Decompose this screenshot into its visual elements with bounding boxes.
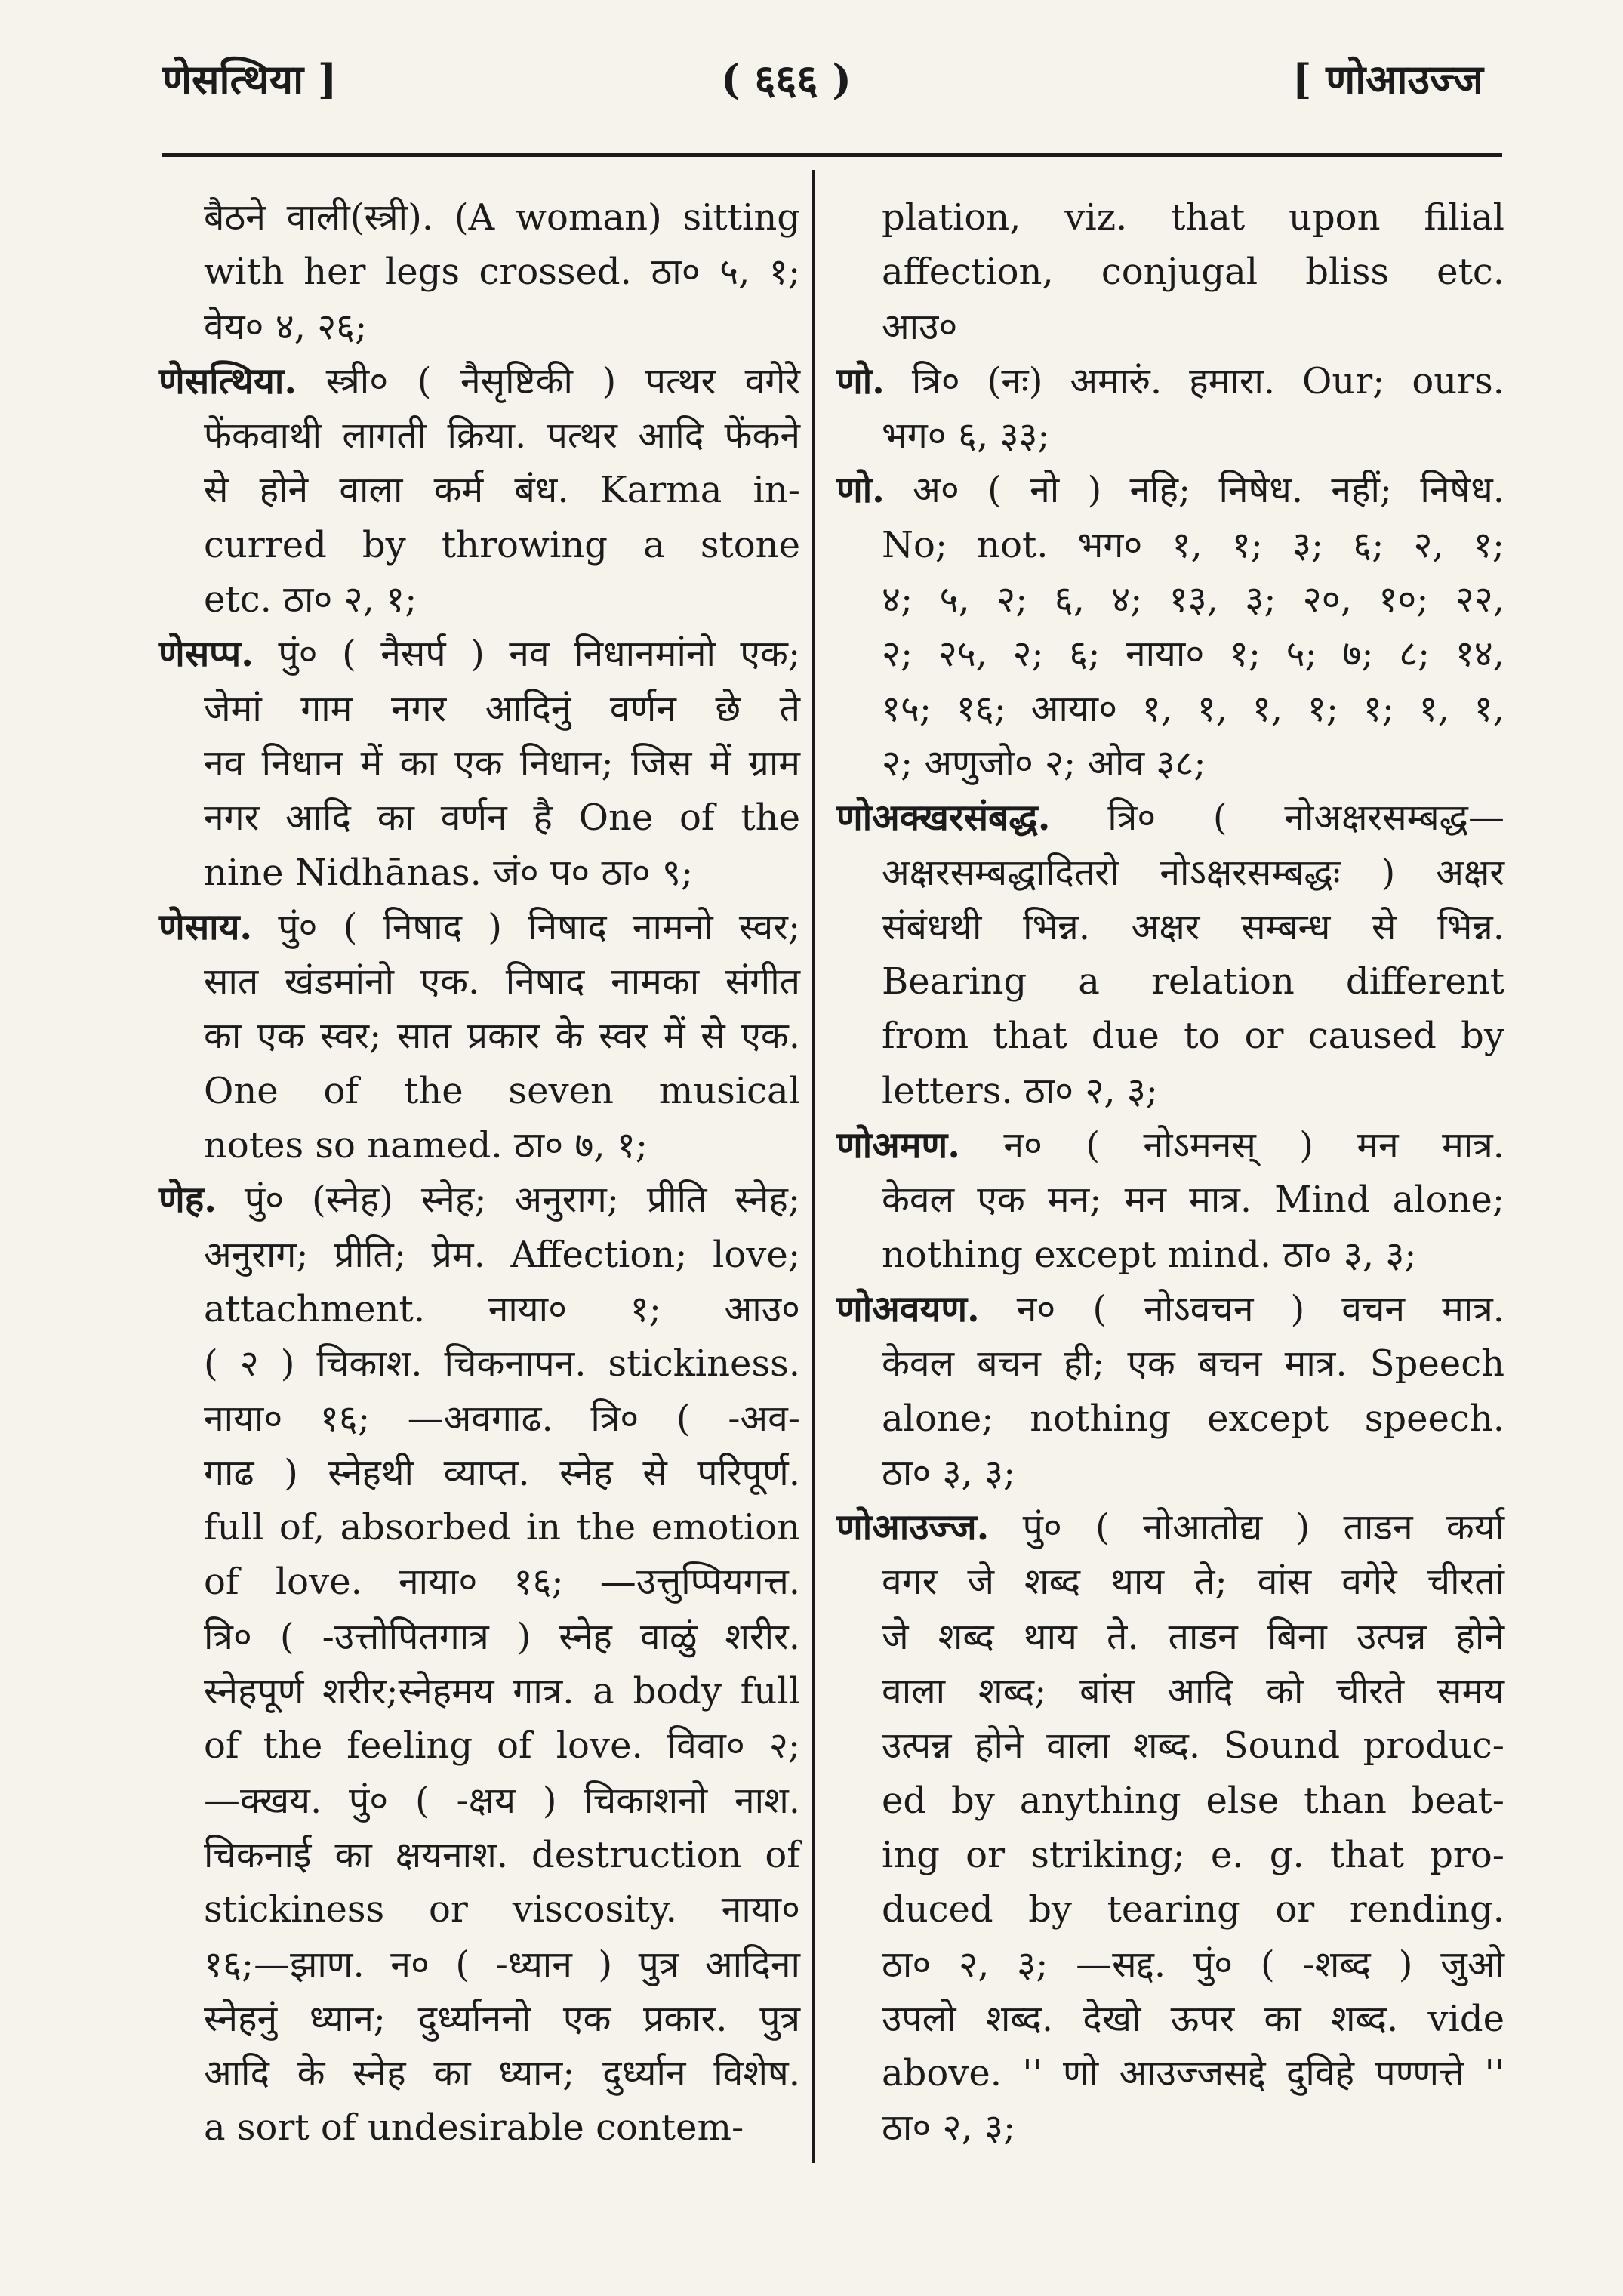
definition-text: केवल एक मन; मन मात्र. Mind alone;: [882, 1179, 1504, 1222]
headword: णो.: [836, 469, 885, 512]
text-line: [836, 518, 1504, 572]
definition-text: नाया० १६; —अवगाढ. त्रि० ( -अव-: [204, 1397, 800, 1440]
text-line: [836, 2100, 1504, 2155]
entry-line: [836, 354, 1504, 408]
definition-text: वाला शब्द; बांस आदि को चीरते समय: [882, 1670, 1504, 1713]
definition-text: —क्खय. पुं० ( -क्षय ) चिकाशनो नाश.: [204, 1779, 800, 1822]
text-line: [159, 408, 800, 463]
header-right-guideword: [ णोआउज्ज: [1292, 55, 1483, 103]
definition-text: ठा० २, ३; —सद्द. पुं० ( -शब्द ) जुओ: [882, 1943, 1504, 1986]
text-line: [836, 190, 1504, 245]
text-line: [159, 518, 800, 572]
definition-text: २; २५, २; ६; नाया० १; ५; ७; ८; १४,: [882, 633, 1504, 676]
text-line: [836, 572, 1504, 627]
definition-text: letters. ठा० २, ३;: [882, 1069, 1158, 1112]
definition-text: १५; १६; आया० १, १, १, १; १; १, १,: [882, 687, 1504, 730]
definition-text: with her legs crossed. ठा० ५, १;: [204, 251, 800, 294]
headword: णोआउज्ज.: [836, 1506, 990, 1549]
text-line: [159, 846, 800, 900]
text-line: [836, 1173, 1504, 1227]
definition-text: ठा० ३, ३;: [882, 1451, 1016, 1494]
text-line: [836, 1228, 1504, 1282]
definition-text: ing or striking; e. g. that pro-: [882, 1833, 1504, 1876]
definition-text: nothing except mind. ठा० ३, ३;: [882, 1233, 1417, 1276]
definition-text: स्नेहनुं ध्यान; दुर्ध्याननो एक प्रकार. पुत्र: [204, 1997, 800, 2040]
text-line: [836, 1774, 1504, 1828]
text-line: [836, 1555, 1504, 1609]
left-column: [159, 190, 800, 2156]
definition-text: from that due to or caused by: [882, 1015, 1504, 1058]
headword: णोअवयण.: [836, 1287, 980, 1330]
definition-text: Bearing a relation different: [882, 960, 1504, 1003]
text-line: [836, 900, 1504, 954]
definition-text: stickiness or viscosity. नाया०: [204, 1888, 800, 1931]
text-line: [159, 300, 800, 354]
definition-text: आउ०: [882, 305, 958, 348]
definition-text: जे शब्द थाय ते. ताडन बिना उत्पन्न होने: [882, 1615, 1504, 1658]
entry-line: [836, 1500, 1504, 1555]
definition-text: उत्पन्न होने वाला शब्द. Sound produc-: [882, 1724, 1504, 1767]
definition-text: अ० ( नो ) नहि; निषेध. नहीं; निषेध.: [913, 469, 1504, 512]
headword: णोअमण.: [836, 1124, 960, 1167]
text-line: [159, 572, 800, 627]
definition-text: attachment. नाया० १; आउ०: [204, 1287, 800, 1330]
definition-text: curred by throwing a stone: [204, 523, 800, 566]
definition-text: ४; ५, २; ६, ४; १३, ३; २०, १०; २२,: [882, 578, 1504, 621]
definition-text: ( २ ) चिकाश. चिकनापन. stickiness.: [204, 1342, 800, 1385]
entry-line: [836, 1282, 1504, 1336]
definition-text: २; अणुजो० २; ओव ३८;: [882, 741, 1206, 784]
headword: णेसाय.: [159, 905, 253, 948]
definition-text: No; not. भग० १, १; ३; ६; २, १;: [882, 523, 1504, 566]
text-line: [836, 736, 1504, 791]
definition-text: नव निधान में का एक निधान; जिस में ग्राम: [204, 741, 800, 784]
text-line: [159, 1118, 800, 1173]
entry-line: [836, 791, 1504, 845]
headword: णो.: [836, 359, 885, 402]
text-line: [159, 1774, 800, 1828]
text-line: [159, 1828, 800, 1882]
definition-text: स्त्री० ( नैसृष्टिकी ) पत्थर वगेरे: [325, 359, 801, 402]
text-line: [159, 736, 800, 791]
text-line: [836, 1828, 1504, 1882]
text-line: [159, 1336, 800, 1391]
definition-text: बैठने वाली(स्त्री). (A woman) sitting: [204, 196, 800, 239]
entry-line: [836, 463, 1504, 517]
text-line: [159, 954, 800, 1009]
definition-text: पुं० ( नैसर्प ) नव निधानमांनो एक;: [278, 633, 800, 676]
definition-text: सात खंडमांनो एक. निषाद नामका संगीत: [204, 960, 800, 1003]
definition-text: त्रि० (नः) अमारुं. हमारा. Our; ours.: [911, 359, 1504, 402]
definition-text: plation, viz. that upon filial: [882, 196, 1504, 239]
text-line: [159, 1882, 800, 1937]
definition-text: above. '' णो आउज्जसद्दे दुविहे पण्णत्ते '': [882, 2052, 1504, 2095]
text-line: [836, 846, 1504, 900]
text-line: [159, 1228, 800, 1282]
definition-text: केवल बचन ही; एक बचन मात्र. Speech: [882, 1342, 1504, 1385]
text-line: [159, 791, 800, 845]
definition-text: स्नेहपूर्ण शरीर;स्नेहमय गात्र. a body full: [204, 1670, 800, 1713]
text-line: [159, 1610, 800, 1664]
headword: णेसप्प.: [159, 633, 254, 676]
definition-text: etc. ठा० २, १;: [204, 578, 417, 621]
definition-text: का एक स्वर; सात प्रकार के स्वर में से एक.: [204, 1015, 800, 1058]
text-line: [159, 2100, 800, 2155]
definition-text: त्रि० ( नोअक्षरसम्बद्ध—: [1107, 797, 1504, 840]
text-line: [836, 1446, 1504, 1500]
header-left-guideword: णेसत्थिया ]: [162, 55, 337, 103]
definition-text: त्रि० ( -उत्तोपितगात्र ) स्नेह वाळुं शरीर.: [204, 1615, 800, 1658]
definition-text: of love. नाया० १६; —उत्तुप्पियगत्त.: [204, 1561, 800, 1604]
definition-text: भग० ६, ३३;: [882, 415, 1050, 458]
text-line: [159, 1664, 800, 1718]
definition-text: alone; nothing except speech.: [882, 1397, 1504, 1440]
text-line: [159, 682, 800, 736]
definition-text: of the feeling of love. विवा० २;: [204, 1724, 800, 1767]
text-line: [159, 1500, 800, 1555]
definition-text: affection, conjugal bliss etc.: [882, 251, 1504, 294]
definition-text: वेय० ४, २६;: [204, 305, 368, 348]
text-line: [836, 1391, 1504, 1446]
definition-text: गाढ ) स्नेहथी व्याप्त. स्नेह से परिपूर्ण.: [204, 1451, 800, 1494]
definition-text: चिकनाई का क्षयनाश. destruction of: [204, 1833, 800, 1876]
text-line: [836, 1610, 1504, 1664]
definition-text: न० ( नोऽमनस् ) मन मात्र.: [1003, 1124, 1504, 1167]
text-line: [836, 1937, 1504, 1992]
text-line: [159, 1391, 800, 1446]
text-line: [836, 1336, 1504, 1391]
definition-text: वगर जे शब्द थाय ते; वांस वगेरे चीरतां: [882, 1561, 1504, 1604]
text-line: [159, 1446, 800, 1500]
definition-text: पुं० ( निषाद ) निषाद नामनो स्वर;: [278, 905, 800, 948]
headword: णोअक्खरसंबद्ध.: [836, 797, 1051, 840]
text-line: [836, 408, 1504, 463]
text-line: [836, 627, 1504, 681]
definition-text: नगर आदि का वर्णन है One of the: [204, 797, 800, 840]
text-line: [159, 1555, 800, 1609]
text-line: [159, 245, 800, 299]
text-line: [159, 463, 800, 517]
text-line: [836, 954, 1504, 1009]
text-line: [836, 245, 1504, 299]
text-line: [159, 1992, 800, 2046]
headword: णेसत्थिया.: [159, 359, 297, 402]
entry-line: [159, 354, 800, 408]
definition-text: १६;—झाण. न० ( -ध्यान ) पुत्र आदिना: [204, 1943, 800, 1986]
entry-line: [159, 900, 800, 954]
definition-text: अक्षरसम्बद्धादितरो नोऽक्षरसम्बद्धः ) अक्षर: [882, 851, 1504, 894]
definition-text: nine Nidhānas. जं० प० ठा० ९;: [204, 851, 694, 894]
definition-text: ed by anything else than beat-: [882, 1779, 1504, 1822]
header-rule: [162, 153, 1502, 157]
text-line: [836, 1718, 1504, 1773]
text-line: [159, 1282, 800, 1336]
text-line: [836, 1664, 1504, 1718]
text-line: [836, 300, 1504, 354]
definition-text: ठा० २, ३;: [882, 2106, 1016, 2150]
right-column: [836, 190, 1504, 2156]
page-number: ( ६६६ ): [721, 55, 852, 103]
text-line: [836, 1992, 1504, 2046]
definition-text: notes so named. ठा० ७, १;: [204, 1124, 648, 1167]
text-line: [159, 1064, 800, 1118]
definition-text: उपलो शब्द. देखो ऊपर का शब्द. vide: [882, 1997, 1504, 2040]
definition-text: पुं० ( नोआतोद्य ) ताडन कर्या: [1022, 1506, 1505, 1549]
text-line: [159, 2046, 800, 2100]
definition-text: संबंधथी भिन्न. अक्षर सम्बन्ध से भिन्न.: [882, 905, 1504, 948]
text-line: [159, 1937, 800, 1992]
text-line: [836, 2046, 1504, 2100]
text-line: [836, 1882, 1504, 1937]
entry-line: [159, 627, 800, 681]
definition-text: से होने वाला कर्म बंध. Karma in-: [204, 469, 800, 512]
entry-line: [836, 1118, 1504, 1173]
definition-text: न० ( नोऽवचन ) वचन मात्र.: [1016, 1287, 1504, 1330]
text-line: [836, 1009, 1504, 1063]
column-divider: [812, 170, 815, 2163]
text-line: [159, 1009, 800, 1063]
definition-text: full of, absorbed in the emotion: [204, 1506, 800, 1549]
definition-text: duced by tearing or rending.: [882, 1888, 1504, 1931]
text-line: [159, 1718, 800, 1773]
definition-text: a sort of undesirable contem-: [204, 2106, 744, 2150]
entry-line: [159, 1173, 800, 1227]
definition-text: जेमां गाम नगर आदिनुं वर्णन छे ते: [204, 687, 800, 730]
definition-text: अनुराग; प्रीति; प्रेम. Affection; love;: [204, 1233, 800, 1276]
headword: णेह.: [159, 1179, 217, 1222]
text-line: [836, 1064, 1504, 1118]
text-line: [836, 682, 1504, 736]
definition-text: फेंकवाथी लागती क्रिया. पत्थर आदि फेंकने: [204, 415, 800, 458]
definition-text: पुं० (स्नेह) स्नेह; अनुराग; प्रीति स्नेह;: [244, 1179, 801, 1222]
text-line: [159, 190, 800, 245]
definition-text: आदि के स्नेह का ध्यान; दुर्ध्यान विशेष.: [204, 2052, 800, 2095]
definition-text: One of the seven musical: [204, 1069, 800, 1112]
